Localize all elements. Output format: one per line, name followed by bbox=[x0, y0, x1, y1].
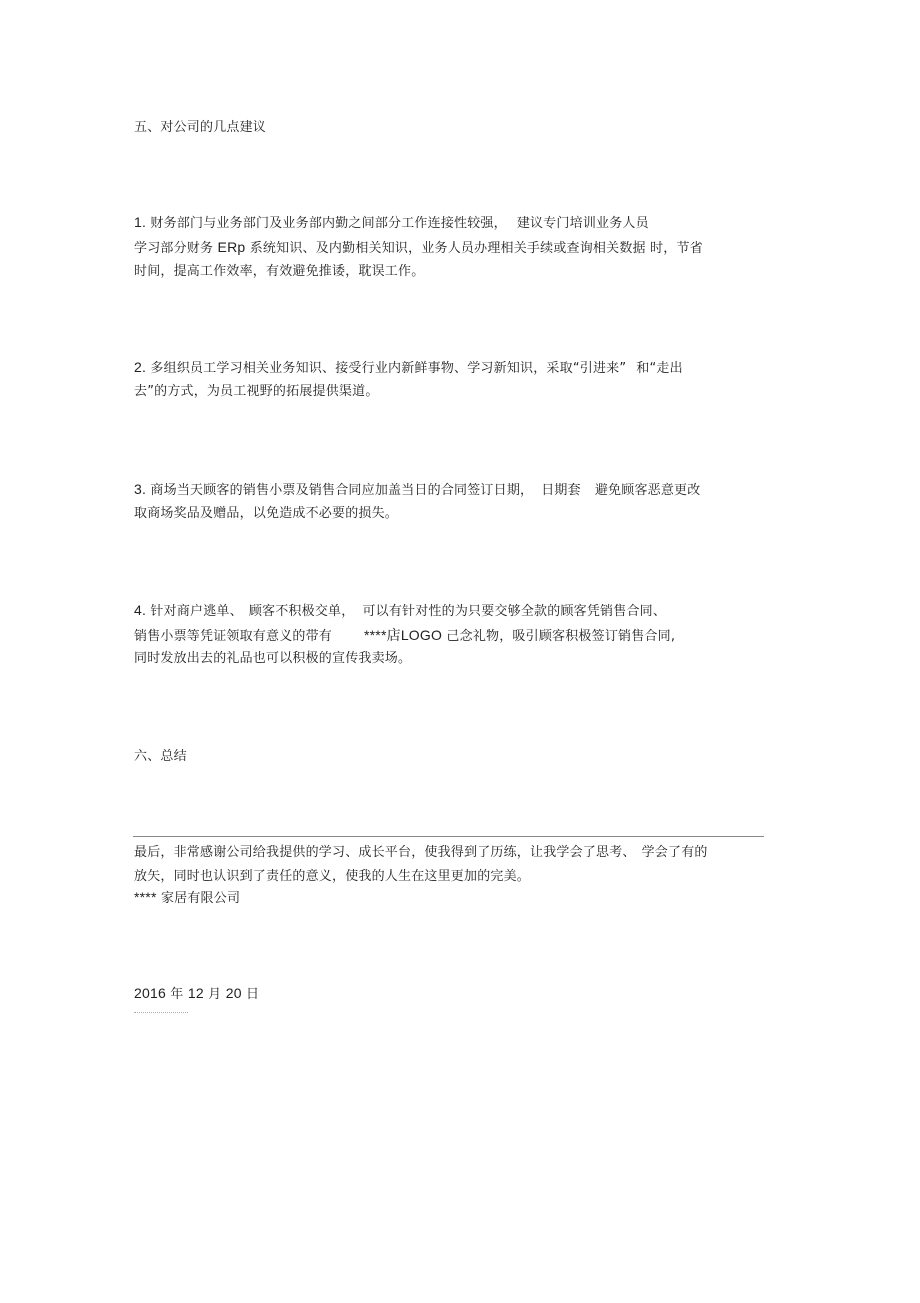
date-underline bbox=[134, 1012, 188, 1013]
item-4-number: 4. bbox=[134, 602, 147, 618]
section-5-title: 五、对公司的几点建议 bbox=[134, 120, 267, 135]
item-3-text-c: 避免顾客恶意更改 bbox=[594, 483, 701, 498]
closing-text-a: 最后，非常感谢公司给我提供的学习、成长平台，使我得到了历练，让我学会了思考、 bbox=[134, 845, 636, 860]
date-month-unit: 月 bbox=[208, 987, 222, 1002]
item-4-text-c: 可以有针对性的为只要交够全款的顾客凭销售合同、 bbox=[362, 604, 667, 619]
store-name: ****店 bbox=[364, 627, 401, 643]
item-4-line-2-text-c: 己念礼物，吸引顾客积极签订销售合同, bbox=[446, 629, 676, 644]
item-1-line-1 bbox=[134, 213, 649, 233]
erp-term: ERp bbox=[217, 239, 246, 255]
item-1-line-2 bbox=[134, 238, 703, 258]
closing-line-1 bbox=[134, 844, 708, 862]
signature-date bbox=[134, 984, 259, 1004]
item-3-line-1 bbox=[134, 480, 700, 500]
company-name bbox=[134, 888, 240, 908]
item-3-line-2: 取商场奖品及赠品，以免造成不必要的损失。 bbox=[134, 506, 399, 521]
item-4-text-a: 针对商户逃单、 bbox=[150, 604, 243, 619]
item-1-number: 1. bbox=[134, 214, 147, 230]
date-day-unit: 日 bbox=[246, 987, 260, 1002]
company-text: 家居有限公司 bbox=[160, 891, 241, 906]
horizontal-rule bbox=[133, 836, 764, 837]
date-day: 20 bbox=[225, 985, 242, 1001]
item-2-number: 2. bbox=[134, 359, 147, 375]
item-4-line-2 bbox=[134, 626, 675, 646]
closing-line-2: 放矢，同时也认识到了责任的意义，使我的人生在这里更加的完美。 bbox=[134, 869, 531, 884]
item-2-line-2: 去”的方式，为员工视野的拓展提供渠道。 bbox=[134, 384, 379, 399]
item-4-text-b: 顾客不积极交单， bbox=[248, 604, 355, 619]
item-1-text-a: 财务部门与业务部门及业务部内勤之间部分工作连接性较强， bbox=[150, 216, 507, 231]
item-3-text-a: 商场当天顾客的销售小票及销售合同应加盖当日的合同签订日期， bbox=[150, 483, 534, 498]
item-1-text-b: 建议专门培训业务人员 bbox=[516, 216, 649, 231]
item-4-line-2-text-a: 销售小票等凭证领取有意义的带有 bbox=[134, 629, 333, 644]
item-1-line-2-text-c: 时，节省 bbox=[650, 241, 703, 256]
item-1-line-2-text-b: 系统知识、及内勤相关知识，业务人员办理相关手续或查询相关数据 bbox=[249, 241, 646, 256]
item-4-line-3: 同时发放出去的礼品也可以积极的宣传我卖场。 bbox=[134, 651, 412, 666]
closing-text-b: 学会了有的 bbox=[641, 845, 708, 860]
date-year: 2016 bbox=[134, 985, 166, 1001]
date-year-unit: 年 bbox=[170, 987, 184, 1002]
item-2-text-b: 和“走出 bbox=[636, 361, 683, 376]
item-2-text-a: 多组织员工学习相关业务知识、接受行业内新鲜事物、学习新知识，采取“引进来” bbox=[150, 361, 627, 376]
logo-term: LOGO bbox=[400, 627, 443, 643]
item-1-line-3: 时间，提高工作效率，有效避免推诿，耽误工作。 bbox=[134, 264, 425, 279]
date-month: 12 bbox=[187, 985, 204, 1001]
item-3-number: 3. bbox=[134, 481, 147, 497]
section-6-title: 六、总结 bbox=[134, 749, 187, 764]
item-3-text-b: 日期套 bbox=[541, 483, 581, 498]
item-2-line-1 bbox=[134, 358, 683, 378]
company-stars: **** bbox=[134, 889, 157, 905]
item-1-line-2-text-a: 学习部分财务 bbox=[134, 241, 214, 256]
item-4-line-1 bbox=[134, 601, 666, 621]
